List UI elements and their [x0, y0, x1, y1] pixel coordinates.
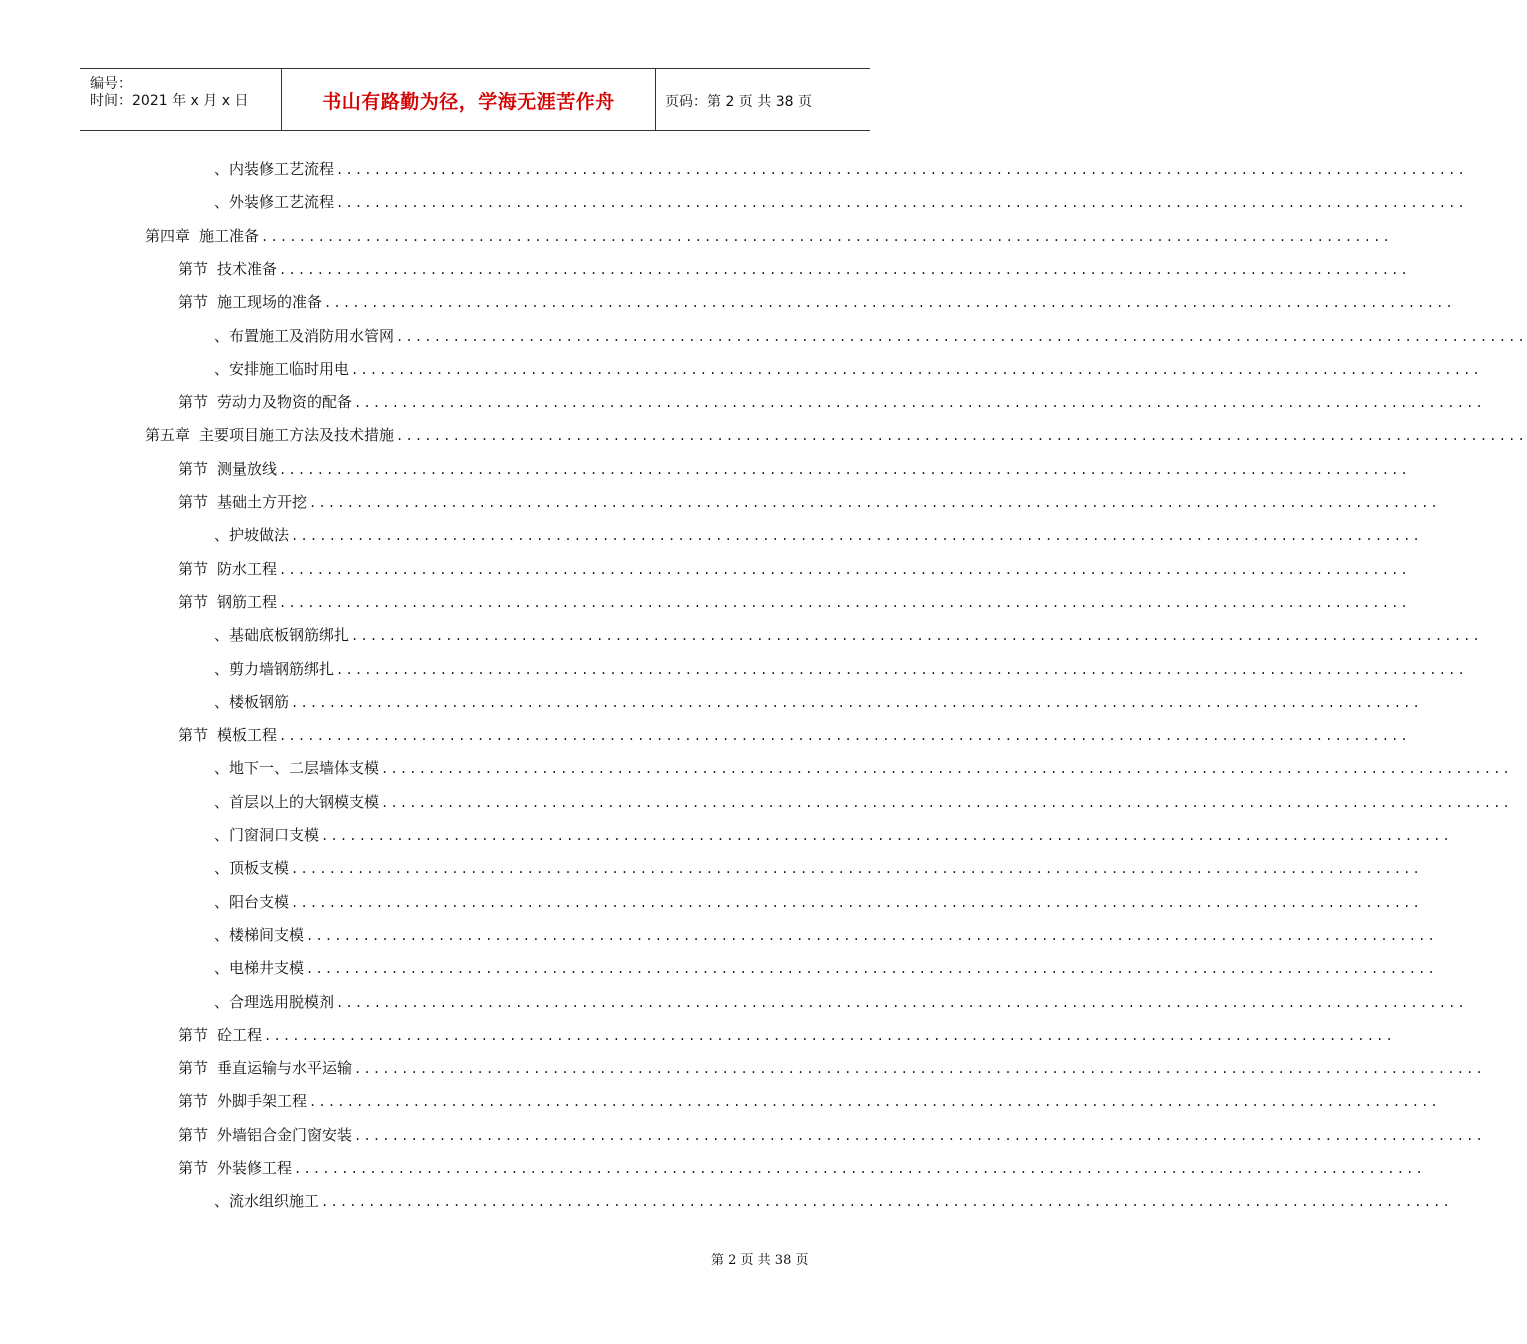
header-page-label: 页码：第 2 页 共 38 页	[665, 94, 812, 110]
toc-leader-dots: ........................................................................................................................	[291, 695, 1422, 710]
toc-leader-dots: ........................................................................................................................	[336, 995, 1467, 1010]
document-number-label: 编号：	[90, 76, 132, 92]
toc-entry-section	[178, 1157, 1425, 1179]
toc-entry-title: 施工准备	[199, 226, 260, 245]
toc-entry-title: 外装修工程	[217, 1159, 293, 1177]
toc-leader-dots: ........................................................................................................................	[261, 229, 1392, 244]
toc-leader-dots: ........................................................................................................................	[321, 1195, 1452, 1210]
toc-entry-section	[178, 1024, 1395, 1046]
toc-entry-section	[178, 1090, 1440, 1112]
toc-leader-dots: ........................................................................................................................	[351, 629, 1482, 644]
toc-leader-dots: ........................................................................................................................	[291, 529, 1422, 544]
toc-leader-dots: ........................................................................................................................	[279, 462, 1410, 477]
toc-leader-dots: ........................................................................................................................	[321, 829, 1452, 843]
toc-entry-item	[214, 891, 1422, 913]
toc-entry-prefix: 、	[214, 526, 230, 545]
toc-entry-title: 防水工程	[217, 559, 278, 578]
toc-entry-prefix: 、	[214, 759, 230, 778]
toc-leader-dots: ........................................................................................................................	[354, 396, 1485, 411]
toc-entry-prefix: 、	[214, 626, 230, 645]
toc-entry-item	[214, 824, 1452, 846]
toc-entry-prefix: 第节	[178, 1092, 209, 1111]
toc-entry-title: 外装修工艺流程	[229, 193, 335, 212]
toc-leader-dots: ........................................................................................................................	[381, 795, 1512, 810]
toc-entry-title: 外脚手架工程	[217, 1092, 308, 1111]
toc-entry-item	[214, 624, 1482, 646]
toc-entry-prefix: 、	[214, 959, 230, 978]
toc-entry-title: 地下一、二层墙体支模	[229, 759, 380, 778]
toc-entry-section	[178, 1124, 1485, 1146]
toc-entry-prefix: 、	[214, 859, 230, 878]
toc-entry-prefix: 第节	[178, 393, 209, 412]
toc-entry-section	[178, 391, 1485, 413]
toc-entry-item	[214, 658, 1467, 680]
toc-entry-prefix: 第节	[178, 493, 209, 511]
toc-entry-item	[214, 791, 1512, 813]
toc-entry-section	[178, 1057, 1485, 1079]
toc-leader-dots: ........................................................................................................................	[396, 429, 1527, 444]
toc-entry-title: 主要项目施工方法及技术措施	[199, 426, 395, 445]
toc-entry-prefix: 第节	[178, 1159, 209, 1177]
toc-leader-dots: ........................................................................................................................	[396, 329, 1527, 344]
toc-entry-section	[178, 558, 1410, 580]
toc-entry-prefix: 第节	[178, 259, 209, 278]
toc-entry-item	[214, 957, 1437, 979]
toc-entry-title: 劳动力及物资的配备	[217, 393, 353, 412]
toc-entry-title: 外墙铝合金门窗安装	[217, 1125, 353, 1144]
toc-entry-title: 门窗洞口支模	[229, 826, 320, 844]
toc-entry-title: 电梯井支模	[229, 959, 305, 978]
toc-entry-item	[214, 691, 1422, 713]
toc-leader-dots: ........................................................................................................................	[306, 928, 1437, 943]
toc-entry-prefix: 、	[214, 1192, 230, 1211]
toc-leader-dots: ........................................................................................................................	[354, 1128, 1485, 1143]
header-right-cell	[655, 69, 870, 130]
toc-leader-dots: ........................................................................................................................	[336, 662, 1467, 677]
toc-entry-prefix: 第节	[178, 592, 209, 611]
toc-entry-prefix: 、	[214, 826, 230, 844]
toc-entry-prefix: 第节	[178, 559, 209, 578]
toc-entry-prefix: 第节	[178, 726, 209, 745]
toc-entry-title: 护坡做法	[229, 526, 290, 545]
toc-entry-item	[214, 325, 1527, 347]
toc-entry-section	[178, 258, 1410, 280]
toc-entry-title: 布置施工及消防用水管网	[229, 326, 395, 345]
toc-entry-prefix: 、	[214, 992, 230, 1011]
toc-entry-prefix: 、	[214, 692, 230, 711]
toc-entry-title: 首层以上的大钢模支模	[229, 792, 380, 811]
toc-entry-item	[214, 358, 1482, 380]
toc-entry-title: 垂直运输与水平运输	[217, 1059, 353, 1078]
toc-entry-prefix: 第节	[178, 1059, 209, 1078]
toc-leader-dots: ........................................................................................................................	[264, 1028, 1395, 1043]
toc-entry-title: 测量放线	[217, 459, 278, 478]
toc-entry-title: 基础土方开挖	[217, 493, 308, 511]
toc-entry-title: 技术准备	[217, 259, 278, 278]
toc-leader-dots: ........................................................................................................................	[306, 962, 1437, 977]
toc-entry-item	[214, 991, 1467, 1013]
toc-entry-section	[178, 724, 1410, 746]
toc-entry-prefix: 第节	[178, 1125, 209, 1144]
toc-entry-prefix: 、	[214, 892, 230, 911]
toc-leader-dots: ........................................................................................................................	[294, 1162, 1425, 1176]
document-time-label: 时间：2021 年 x 月 x 日	[90, 93, 249, 109]
toc-entry-section	[178, 591, 1410, 613]
toc-entry-item	[214, 191, 1467, 213]
toc-leader-dots: ........................................................................................................................	[336, 163, 1467, 177]
toc-entry-title: 流水组织施工	[229, 1192, 320, 1211]
toc-entry-title: 钢筋工程	[217, 592, 278, 611]
toc-leader-dots: ........................................................................................................................	[279, 729, 1410, 744]
toc-entry-prefix: 、	[214, 160, 230, 178]
toc-leader-dots: ........................................................................................................................	[291, 895, 1422, 910]
toc-entry-chapter	[145, 225, 1392, 247]
toc-leader-dots: ........................................................................................................................	[309, 1095, 1440, 1110]
toc-leader-dots: ........................................................................................................................	[354, 1062, 1485, 1077]
toc-leader-dots: ........................................................................................................................	[381, 762, 1512, 777]
header-middle-cell	[281, 69, 656, 130]
toc-entry-title: 砼工程	[217, 1025, 263, 1044]
toc-entry-prefix: 、	[214, 359, 230, 378]
toc-entry-item	[214, 524, 1422, 546]
toc-entry-prefix: 、	[214, 792, 230, 811]
toc-entry-title: 顶板支模	[229, 859, 290, 878]
toc-entry-title: 剪力墙钢筋绑扎	[229, 659, 335, 678]
toc-leader-dots: ........................................................................................................................	[351, 362, 1482, 377]
toc-entry-prefix: 、	[214, 659, 230, 678]
toc-leader-dots: ........................................................................................................................	[279, 562, 1410, 577]
toc-leader-dots: ........................................................................................................................	[336, 196, 1467, 211]
header-left-cell	[80, 69, 281, 130]
toc-entry-title: 合理选用脱模剂	[229, 992, 335, 1011]
page-footer-number: 第 2 页 共 38 页	[711, 1253, 809, 1268]
toc-entry-title: 施工现场的准备	[217, 293, 323, 312]
toc-entry-title: 内装修工艺流程	[229, 160, 335, 178]
toc-entry-title: 楼板钢筋	[229, 692, 290, 711]
toc-entry-prefix: 、	[214, 326, 230, 345]
toc-entry-title: 安排施工临时用电	[229, 359, 350, 378]
toc-entry-item	[214, 1190, 1452, 1212]
toc-leader-dots: ........................................................................................................................	[324, 296, 1455, 311]
toc-leader-dots: ........................................................................................................................	[291, 862, 1422, 877]
toc-entry-title: 楼梯间支模	[229, 925, 305, 944]
toc-entry-prefix: 、	[214, 925, 230, 944]
toc-entry-prefix: 第节	[178, 293, 209, 312]
toc-leader-dots: ........................................................................................................................	[279, 262, 1410, 277]
toc-entry-prefix: 、	[214, 193, 230, 212]
toc-entry-item	[214, 158, 1467, 180]
toc-entry-prefix: 第五章	[145, 426, 191, 445]
toc-entry-item	[214, 757, 1512, 779]
toc-entry-prefix: 第节	[178, 1025, 209, 1044]
toc-entry-title: 模板工程	[217, 726, 278, 745]
toc-entry-prefix: 第四章	[145, 226, 191, 245]
toc-entry-prefix: 第节	[178, 459, 209, 478]
toc-entry-section	[178, 458, 1410, 480]
toc-entry-section	[178, 491, 1440, 513]
toc-leader-dots: ........................................................................................................................	[309, 496, 1440, 510]
toc-entry-chapter	[145, 424, 1527, 446]
toc-entry-item	[214, 924, 1437, 946]
toc-entry-title: 基础底板钢筋绑扎	[229, 626, 350, 645]
toc-entry-section	[178, 291, 1455, 313]
toc-leader-dots: ........................................................................................................................	[279, 595, 1410, 610]
toc-entry-title: 阳台支模	[229, 892, 290, 911]
page-header	[80, 68, 870, 131]
toc-entry-item	[214, 857, 1422, 879]
header-motto: 书山有路勤为径，学海无涯苦作舟	[322, 91, 615, 113]
